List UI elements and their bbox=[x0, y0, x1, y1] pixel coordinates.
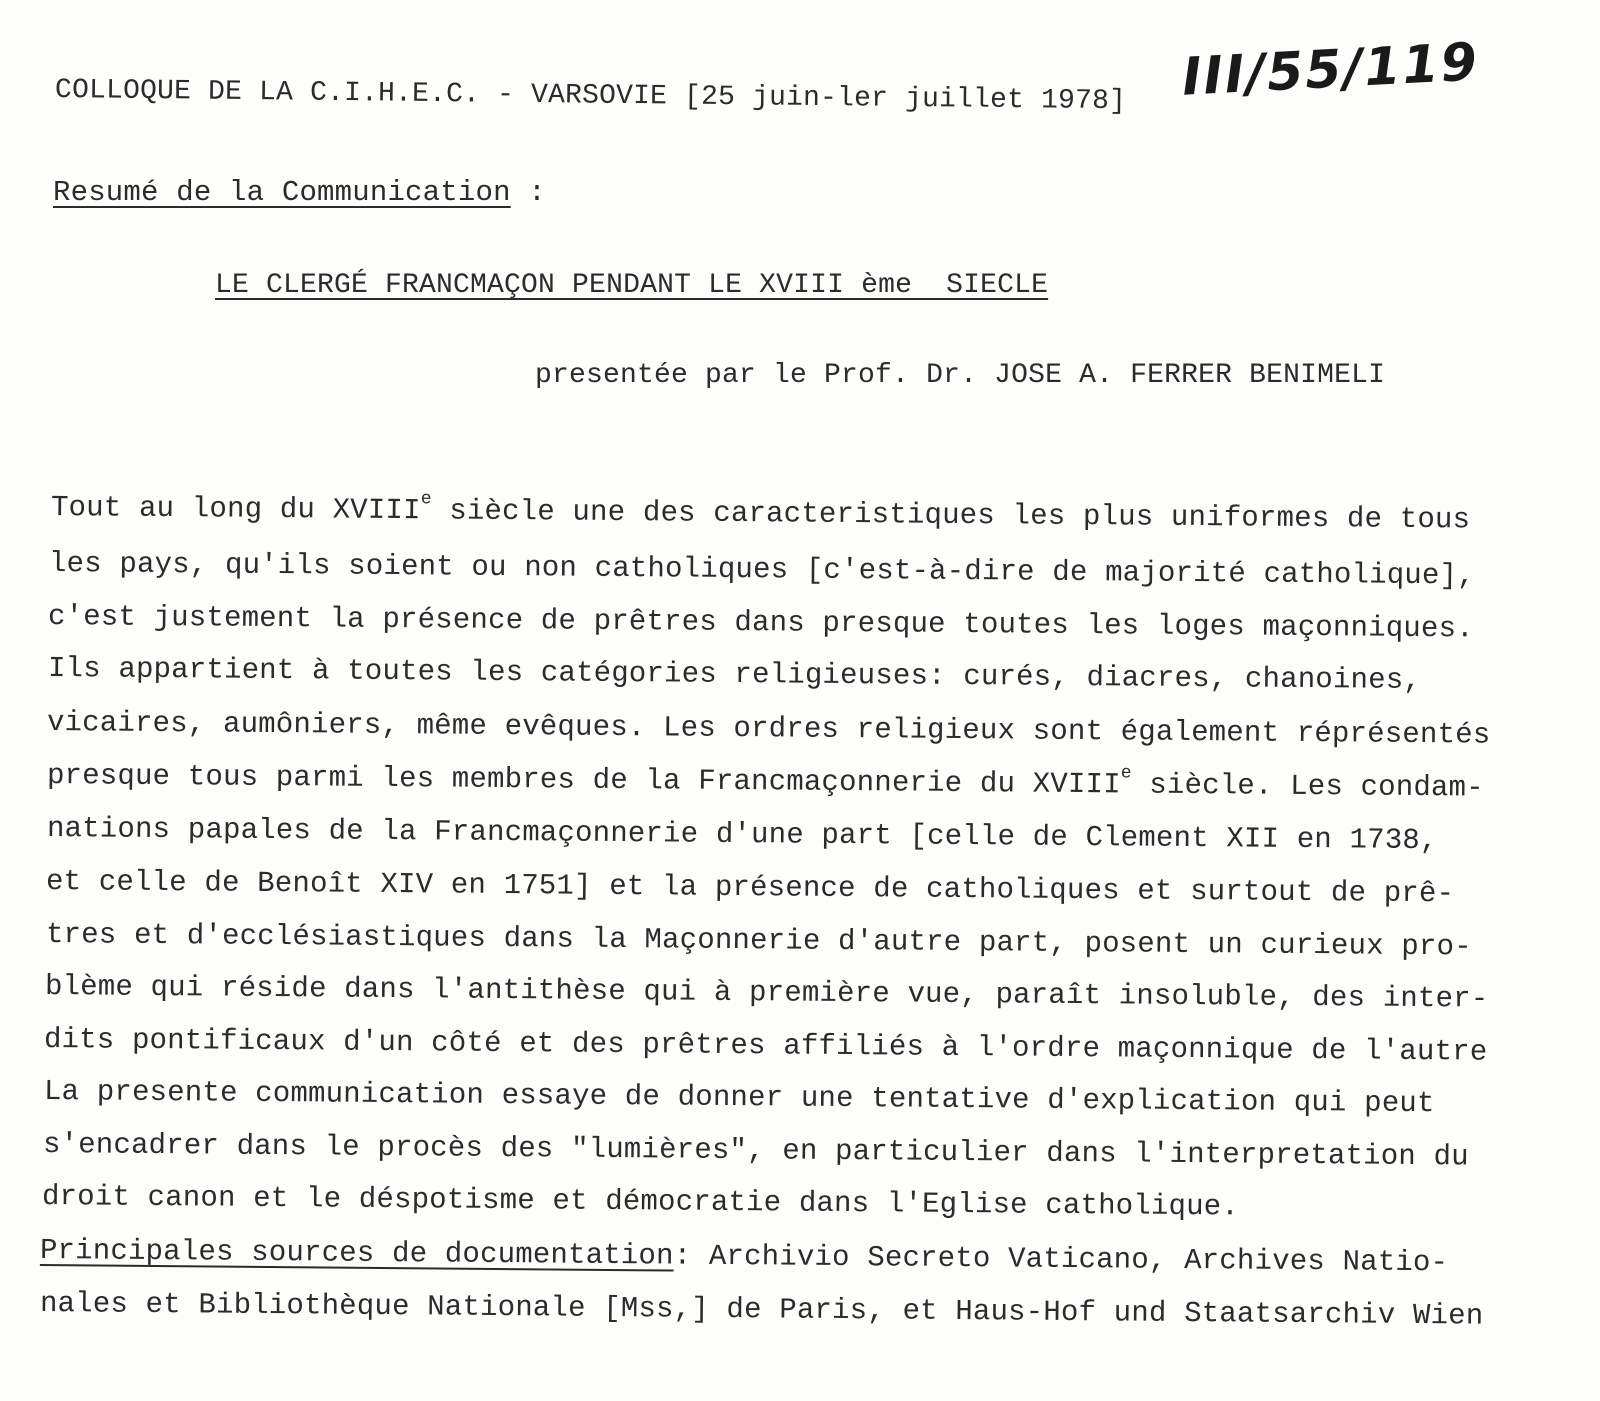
colloquium-header: COLLOQUE DE LA C.I.H.E.C. - VARSOVIE [25 juin-ler juillet 1978] bbox=[54, 75, 1127, 118]
section-label-text: Resumé de la Communication bbox=[53, 176, 511, 209]
body-text: presque tous parmi les membres de la Francmaçonnerie du XVIII bbox=[46, 759, 1121, 802]
body-line: La presente communication essaye de donner une tentative d'explication qui peut bbox=[43, 1075, 1435, 1121]
body-text: siècle une des caracteristiques les plus uniformes de tous bbox=[431, 494, 1471, 537]
superscript: e bbox=[1120, 763, 1132, 784]
body-line: et celle de Benoît XIV en 1751] et la présence de catholiques et surtout de prê- bbox=[45, 865, 1455, 911]
body-text: Tout au long du XVIII bbox=[50, 491, 421, 528]
body-line bbox=[51, 490, 1471, 538]
section-label bbox=[53, 175, 546, 211]
communication-title: LE CLERGÉ FRANCMAÇON PENDANT LE XVIII ème SIECLE bbox=[215, 270, 1049, 301]
body-line: dits pontificaux d'un côté et des prêtres affiliés à l'ordre maçonnique de l'autre bbox=[43, 1023, 1488, 1069]
presenter-line: presentée par le Prof. Dr. JOSE A. FERRER BENIMELI bbox=[535, 360, 1386, 391]
sources-label: Principales sources de documentation bbox=[39, 1234, 674, 1273]
body-line: tres et d'ecclésiastiques dans la Maçonnerie d'autre part, posent un curieux pro- bbox=[45, 918, 1472, 964]
body-line: c'est justement la présence de prêtres dans presque toutes les loges maçonniques. bbox=[47, 600, 1474, 646]
sources-line bbox=[40, 1233, 1448, 1281]
body-line: vicaires, aumôniers, même evêques. Les ordres religieux sont également réprésentés bbox=[46, 706, 1491, 752]
sources-line: nales et Bibliothèque Nationale [Mss,] de Paris, et Haus-Hof und Staatsarchiv Wien bbox=[39, 1287, 1484, 1333]
sources-text: : Archivio Secreto Vaticano, Archives Natio- bbox=[673, 1239, 1449, 1280]
archive-reference: III/55/119 bbox=[1180, 32, 1481, 108]
body-text: siècle. Les condam- bbox=[1131, 768, 1484, 805]
body-line bbox=[47, 758, 1484, 807]
body-line: les pays, qu'ils soient ou non catholiques [c'est-à-dire de majorité catholique], bbox=[48, 547, 1475, 593]
body-line: Ils appartient à toutes les catégories religieuses: curés, diacres, chanoines, bbox=[47, 652, 1422, 697]
body-line: droit canon et le déspotisme et démocratie dans l'Eglise catholique. bbox=[41, 1180, 1240, 1224]
section-label-colon: : bbox=[510, 176, 546, 209]
body-line: s'encadrer dans le procès des "lumières", en particulier dans l'interpretation du bbox=[42, 1128, 1469, 1174]
body-line: nations papales de la Francmaçonnerie d'une part [celle de Clement XII en 1738, bbox=[46, 812, 1438, 858]
superscript: e bbox=[420, 489, 432, 510]
body-line: blème qui réside dans l'antithèse qui à première vue, paraît insoluble, des inter- bbox=[44, 970, 1489, 1016]
